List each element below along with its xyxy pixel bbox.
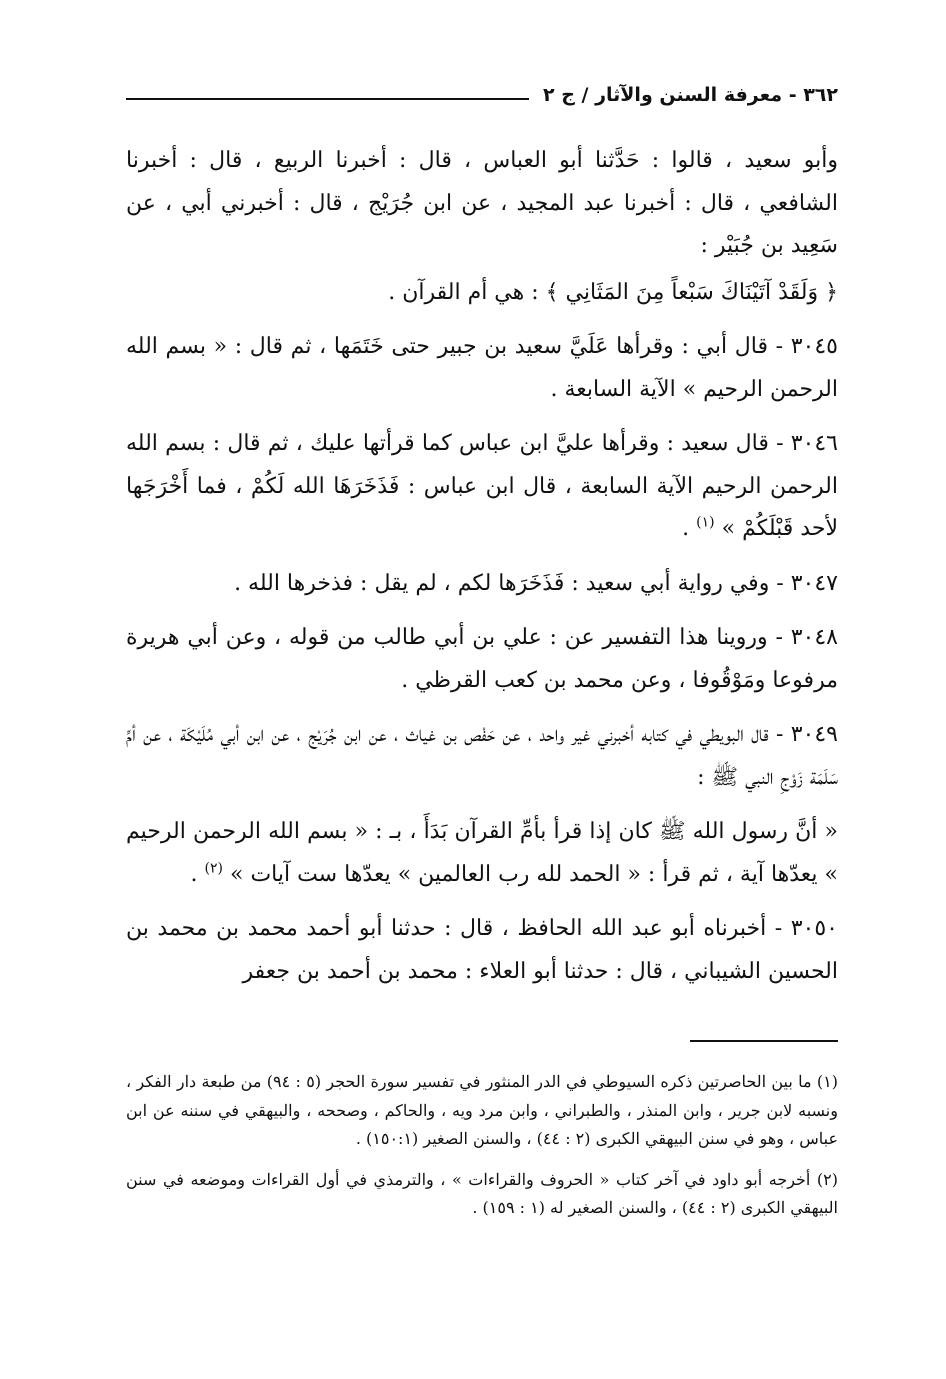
page-header xyxy=(126,80,838,110)
hadith-3049: ٣٠٤٩ - قال البويطي في كتابه أخبرني غير واحد ، عن حَفْص بن غياث ، عن ابن جُرَيْج ، عن ابن أبي مُلَيْكَة ، عن أمِّ سَلَمَة زَوْجِ النبي ﷺ : xyxy=(126,722,838,790)
hadith-3045: ٣٠٤٥ - قال أبي : وقرأها عَلَيَّ سعيد بن جبير حتى خَتَمَها ، ثم قال : « بسم الله الرحمن الرحيم » الآية السابعة . xyxy=(126,334,838,402)
paragraph: وأبو سعيد ، قالوا : حَدَّثنا أبو العباس ، قال : أخبرنا الربيع ، قال : أخبرنا الشافعي ، قال : أخبرنا عبد المجيد ، عن ابن جُرَيْج ، قال : أخبرني أبي ، عن سَعِيد بن جُبَيْر : xyxy=(126,148,838,258)
hadith-3047: ٣٠٤٧ - وفي رواية أبي سعيد : فَذَخَرَها لكم ، لم يقل : فذخرها الله . xyxy=(234,570,838,596)
hadith-3048: ٣٠٤٨ - وروينا هذا التفسير عن : علي بن أبي طالب من قوله ، وعن أبي هريرة مرفوعا ومَوْقُوفا ، وعن محمد بن كعب القرظي . xyxy=(126,625,838,693)
footnote-1: (١) ما بين الحاصرتين ذكره السيوطي في الدر المنثور في تفسير سورة الحجر (٥ : ٩٤) من طبعة دار الفكر ، ونسبه لابن جرير ، وابن المنذر ، والطبراني ، وابن مرد ويه ، والحاكم ، وصححه ، والبيهقي في سننه عن ابن عباس ، وهو في سنن البيهقي الكبرى (٢ : ٤٤) ، والسنن الصغير (١٥٠:١) . xyxy=(126,1072,839,1148)
footnote-ref-1: (١) xyxy=(696,514,715,531)
header-rule xyxy=(126,98,529,100)
page-header-title: ٣٦٢ - معرفة السنن والآثار / ج ٢ xyxy=(542,84,838,106)
hadith-3046 xyxy=(126,423,838,551)
hadith-3050: ٣٠٥٠ - أخبرناه أبو عبد الله الحافظ ، قال : حدثنا أبو أحمد محمد بن محمد بن الحسين الشيباني ، قال : حدثنا أبو العلاء : محمد بن أحمد بن جعفر xyxy=(126,916,838,984)
quran-quote: ﴿ وَلَقَدْ آتَيْنَاكَ سَبْعاً مِنَ المَثَانِي ﴾ : هي أم القرآن . xyxy=(388,279,838,305)
period: . xyxy=(682,516,697,541)
footnote-separator xyxy=(690,1040,838,1042)
main-text xyxy=(126,140,838,1005)
footnote-2: (٢) أخرجه أبو داود في آخر كتاب « الحروف والقراءات » ، والترمذي في أول القراءات وموضعه في سنن البيهقي الكبرى (٢ : ٤٤) ، والسنن الصغير له (١ : ١٥٩) . xyxy=(126,1169,838,1217)
hadith-quote-text: « أنَّ رسول الله ﷺ كان إذا قرأ بأمِّ القرآن بَدَأَ ، بـ : « بسم الله الرحمن الرحيم » يعدّها آية ، ثم قرأ : « الحمد لله رب العالمين » يعدّها ست آيات » xyxy=(126,819,838,887)
period: . xyxy=(190,861,205,887)
hadith-quote xyxy=(126,811,838,896)
footnotes xyxy=(126,1068,838,1235)
hadith-3046-text: ٣٠٤٦ - قال سعيد : وقرأها عليَّ ابن عباس كما قرأتها عليك ، ثم قال : بسم الله الرحمن الرحيم الآية السابعة ، قال ابن عباس : فَذَخَرَهَا الله لَكُمْ ، فما أَخْرَجَها لأحد قَبْلَكُمْ » xyxy=(126,431,838,541)
footnote-ref-2: (٢) xyxy=(204,860,223,877)
